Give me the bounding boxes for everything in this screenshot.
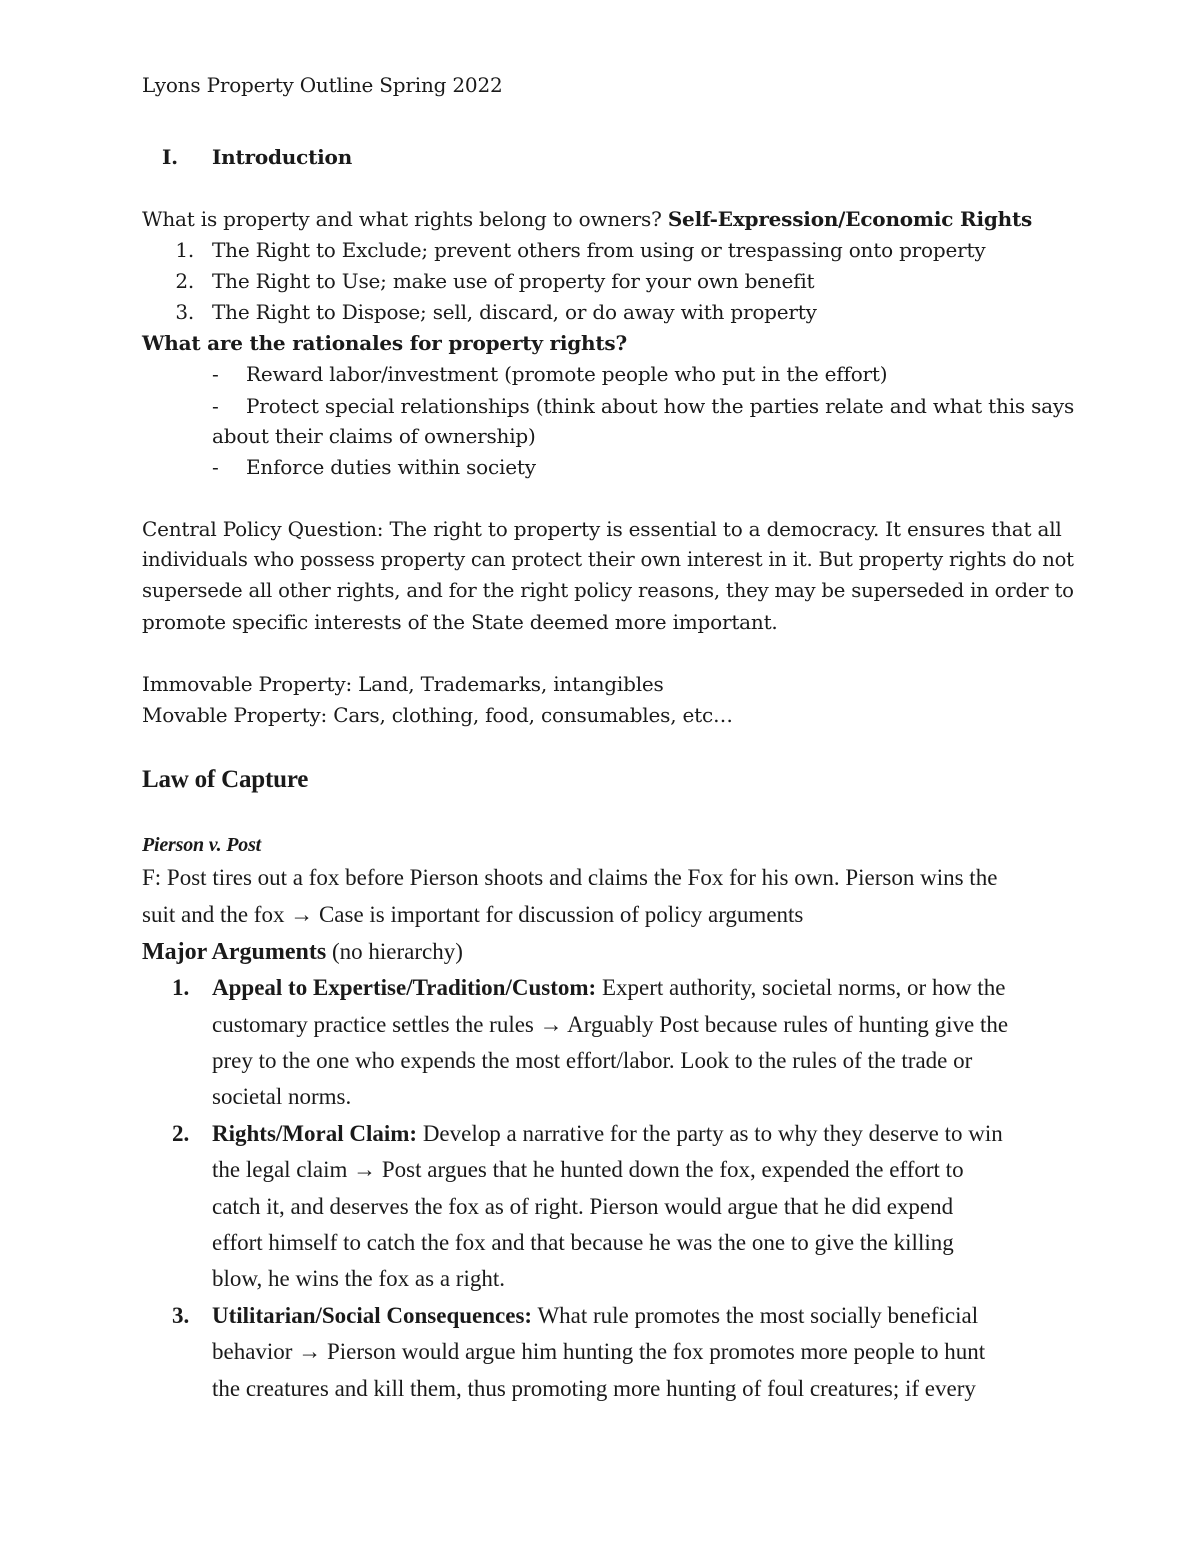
argument-number: 3. bbox=[172, 1303, 190, 1328]
argument-line: customary practice settles the rules → Arguably Post because rules of hunting give the bbox=[212, 1012, 1009, 1037]
movable-property: Movable Property: Cars, clothing, food, consumables, etc… bbox=[142, 703, 733, 727]
property-question bbox=[142, 207, 1032, 231]
argument-line: the creatures and kill them, thus promoting more hunting of foul creatures; if every bbox=[212, 1376, 976, 1401]
list-number: 1. bbox=[175, 238, 194, 262]
argument-first-line bbox=[212, 1120, 1003, 1148]
list-item-text: The Right to Dispose; sell, discard, or do away with property bbox=[212, 300, 817, 324]
argument-number: 1. bbox=[172, 975, 190, 1000]
property-question-bold: Self-Expression/Economic Rights bbox=[667, 207, 1033, 231]
argument-line: societal norms. bbox=[212, 1084, 352, 1109]
list-number: 2. bbox=[175, 269, 194, 293]
policy-paragraph-line: promote specific interests of the State deemed more important. bbox=[142, 610, 778, 634]
case-facts-line: F: Post tires out a fox before Pierson shoots and claims the Fox for his own. Pierson wins the bbox=[142, 865, 998, 890]
list-number: 3. bbox=[175, 300, 194, 324]
arguments-heading-bold: Major Arguments bbox=[142, 939, 327, 965]
argument-title: Rights/Moral Claim: bbox=[212, 1121, 418, 1146]
argument-line: the legal claim → Post argues that he hunted down the fox, expended the effort to bbox=[212, 1157, 964, 1182]
argument-number: 2. bbox=[172, 1121, 190, 1146]
policy-paragraph-line: individuals who possess property can protect their own interest in it. But property rights do not bbox=[142, 548, 1074, 571]
case-facts-line: suit and the fox → Case is important for discussion of policy arguments bbox=[142, 902, 804, 927]
argument-first-line bbox=[212, 1302, 978, 1330]
document-header: Lyons Property Outline Spring 2022 bbox=[142, 73, 503, 97]
rationale-item: Enforce duties within society bbox=[246, 455, 536, 479]
case-name: Pierson v. Post bbox=[142, 834, 262, 856]
rationale-heading: What are the rationales for property rights? bbox=[142, 331, 627, 355]
argument-title: Utilitarian/Social Consequences: bbox=[212, 1303, 533, 1328]
argument-text: What rule promotes the most socially beneficial bbox=[537, 1303, 979, 1328]
list-item-text: The Right to Use; make use of property for your own benefit bbox=[212, 269, 815, 293]
argument-line: effort himself to catch the fox and that because he was the one to give the killing bbox=[212, 1230, 954, 1255]
argument-line: blow, he wins the fox as a right. bbox=[212, 1266, 505, 1291]
argument-text: Develop a narrative for the party as to why they deserve to win bbox=[422, 1121, 1003, 1146]
argument-text: Expert authority, societal norms, or how the bbox=[601, 975, 1006, 1000]
rationale-dash: - bbox=[212, 362, 219, 386]
argument-line: prey to the one who expends the most effort/labor. Look to the rules of the trade or bbox=[212, 1048, 973, 1073]
policy-paragraph-line: supersede all other rights, and for the right policy reasons, they may be superseded in order to bbox=[142, 579, 1074, 602]
policy-paragraph-line: Central Policy Question: The right to property is essential to a democracy. It ensures that all bbox=[142, 517, 1062, 541]
argument-line: behavior → Pierson would argue him hunting the fox promotes more people to hunt bbox=[212, 1339, 986, 1364]
section-numeral: I. bbox=[162, 145, 178, 169]
rationale-dash: - bbox=[212, 455, 219, 479]
rationale-dash: - bbox=[212, 394, 219, 418]
rationale-item-continued: about their claims of ownership) bbox=[212, 424, 536, 448]
argument-title: Appeal to Expertise/Tradition/Custom: bbox=[212, 975, 597, 1000]
property-question-text: What is property and what rights belong to owners? bbox=[142, 207, 662, 231]
arguments-heading bbox=[142, 937, 463, 967]
immovable-property: Immovable Property: Land, Trademarks, intangibles bbox=[142, 672, 664, 696]
argument-first-line bbox=[212, 974, 1005, 1002]
arguments-heading-note: (no hierarchy) bbox=[331, 939, 463, 964]
rationale-item: Protect special relationships (think about how the parties relate and what this says bbox=[246, 394, 1075, 418]
section-title-introduction: Introduction bbox=[212, 145, 353, 169]
rationale-item: Reward labor/investment (promote people who put in the effort) bbox=[246, 362, 888, 386]
section-title-law-of-capture: Law of Capture bbox=[142, 766, 309, 793]
list-item-text: The Right to Exclude; prevent others from using or trespassing onto property bbox=[212, 238, 986, 262]
argument-line: catch it, and deserves the fox as of right. Pierson would argue that he did expend bbox=[212, 1194, 954, 1219]
